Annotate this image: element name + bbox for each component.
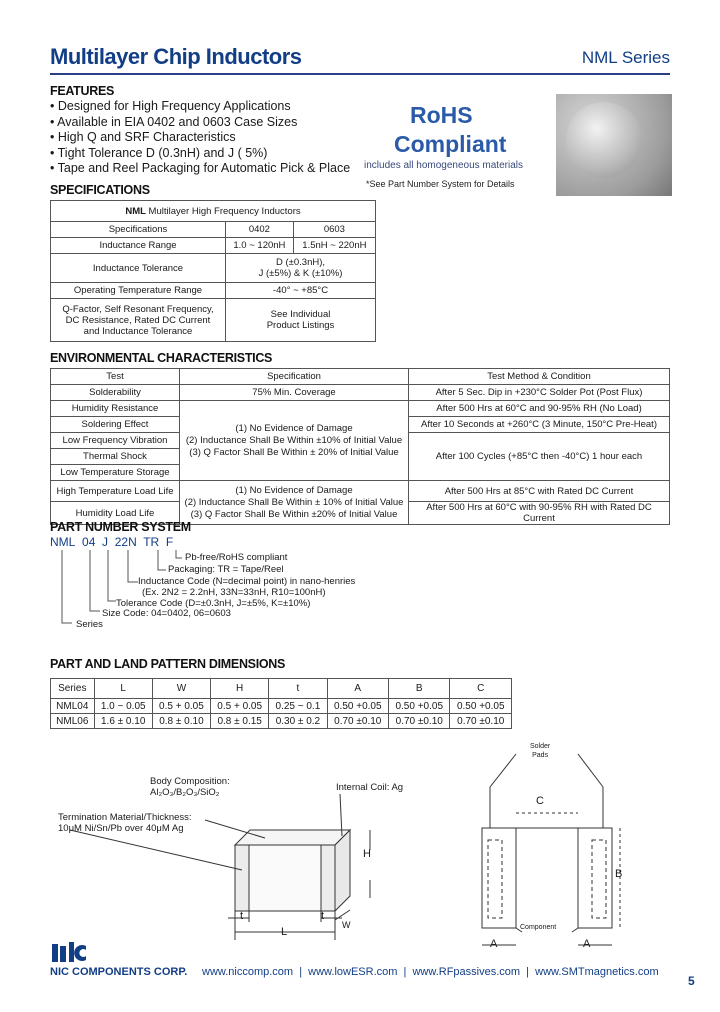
w-dimension-line <box>335 910 350 920</box>
pn-inductance: 22N <box>114 535 137 549</box>
spec-cell: 0402 <box>226 222 294 238</box>
features-heading: FEATURES <box>50 84 115 98</box>
dim-label-w: W <box>342 920 351 930</box>
env-method: After 5 Sec. Dip in +230°C Solder Pot (Post Flux) <box>409 385 670 401</box>
environmental-heading: ENVIRONMENTAL CHARACTERISTICS <box>50 351 273 365</box>
chip-termination-right <box>321 845 335 911</box>
env-test: Soldering Effect <box>51 417 180 433</box>
dim-header: W <box>152 679 210 699</box>
company-name: NIC COMPONENTS CORP. <box>50 966 188 978</box>
pn-packaging: TR <box>143 535 160 549</box>
coin-image <box>566 102 642 178</box>
spec-cell: Inductance Range <box>51 238 226 254</box>
spec-cell: Q-Factor, Self Resonant Frequency, DC Resistance, Rated DC Current and Inductance Tolerance <box>51 299 226 342</box>
chip-side-face <box>335 830 350 911</box>
spec-table-title: NML Multilayer High Frequency Inductors <box>51 201 376 222</box>
env-test: Thermal Shock <box>51 449 180 465</box>
dim-cell: 0.50 +0.05 <box>327 699 388 714</box>
dim-label-b: B <box>615 868 623 880</box>
rohs-title: RoHS <box>410 102 473 128</box>
header-rule <box>50 73 670 75</box>
spec-cell: 0603 <box>293 222 375 238</box>
spec-cell: Specifications <box>51 222 226 238</box>
land-pattern-diagram <box>460 740 640 955</box>
pad-right <box>578 828 612 928</box>
part-number-heading: PART NUMBER SYSTEM <box>50 520 191 534</box>
env-method: After 100 Cycles (+85°C then -40°C) 1 hour each <box>409 433 670 481</box>
nic-logo <box>50 936 98 964</box>
dim-label-t-left: t <box>240 910 244 922</box>
pn-label: (Ex. 2N2 = 2.2nH, 33N=33nH, R10=100nH) <box>142 587 326 598</box>
dim-cell: 0.50 +0.05 <box>450 699 512 714</box>
spec-cell: -40° ~ +85°C <box>226 283 376 299</box>
dim-label-a-left: A <box>490 938 498 950</box>
dim-cell: 0.30 ± 0.2 <box>269 714 327 729</box>
spec-cell: 1.5nH ~ 220nH <box>293 238 375 254</box>
dim-header: H <box>211 679 269 699</box>
chip-diagram <box>50 790 390 950</box>
termination-leader-line <box>70 830 242 870</box>
component-outline-left <box>488 840 502 918</box>
environmental-table <box>50 368 670 525</box>
pn-label: Inductance Code (N=decimal point) in nano-henries <box>138 576 356 587</box>
pn-label: Series <box>76 619 103 630</box>
chip-top-face <box>235 830 350 845</box>
dim-cell: NML04 <box>51 699 95 714</box>
env-test: Low Frequency Vibration <box>51 433 180 449</box>
dim-header: L <box>94 679 152 699</box>
pad-left <box>482 828 516 928</box>
env-method: After 500 Hrs at 60°C and 90-95% RH (No Load) <box>409 401 670 417</box>
spec-cell: Operating Temperature Range <box>51 283 226 299</box>
env-test: High Temperature Load Life <box>51 481 180 502</box>
env-method: After 500 Hrs at 85°C with Rated DC Current <box>409 481 670 502</box>
feature-item: • Available in EIA 0402 and 0603 Case Sizes <box>50 114 298 129</box>
dim-cell: 0.25 ~ 0.1 <box>269 699 327 714</box>
rohs-note: *See Part Number System for Details <box>366 179 515 189</box>
chip-front-face <box>235 845 335 911</box>
page-title: Multilayer Chip Inductors <box>50 44 302 69</box>
dim-label-a-right: A <box>583 938 591 950</box>
dim-label-h: H <box>363 848 371 860</box>
body-leader-line <box>205 820 265 838</box>
pn-label: Packaging: TR = Tape/Reel <box>168 564 284 575</box>
dim-header: C <box>450 679 512 699</box>
specifications-heading: SPECIFICATIONS <box>50 183 150 197</box>
dim-cell: NML06 <box>51 714 95 729</box>
body-composition-label: Body Composition: <box>150 776 230 787</box>
internal-coil-label: Internal Coil: Ag <box>336 782 404 793</box>
spec-cell: D (±0.3nH), J (±5%) & K (±10%) <box>226 254 376 283</box>
termination-label: Termination Material/Thickness: <box>58 812 192 823</box>
dim-cell: 0.5 + 0.05 <box>152 699 210 714</box>
feature-item: • Tape and Reel Packaging for Automatic Pick & Place <box>50 161 351 176</box>
solder-pads-label: Solder Pads <box>530 743 551 759</box>
env-spec: (1) No Evidence of Damage (2) Inductance Shall Be Within ± 10% of Initial Value (3) Q Factor Shall Be Within ±20% of Initial Value <box>180 481 409 525</box>
env-test: Humidity Resistance <box>51 401 180 417</box>
feature-item: • High Q and SRF Characteristics <box>50 130 236 145</box>
pn-size: 04 <box>82 535 96 549</box>
footer-links[interactable]: www.niccomp.com | www.lowESR.com | www.RFpassives.com | www.SMTmagnetics.com <box>202 966 659 978</box>
env-method: After 10 Seconds at +260°C (3 Minute, 150°C Pre-Heat) <box>409 417 670 433</box>
body-composition-material: Al₂O₃/B₂O₃/SiO₂ <box>150 787 220 798</box>
env-test: Humidity Load Life <box>51 502 180 525</box>
series-label: NML Series <box>581 48 670 67</box>
dim-cell: 0.8 ± 0.10 <box>152 714 210 729</box>
dim-header: A <box>327 679 388 699</box>
env-test: Low Temperature Storage <box>51 465 180 481</box>
env-spec: (1) No Evidence of Damage (2) Inductance Shall Be Within ±10% of Initial Value (3) Q Factor Shall Be Within ± 20% of Initial Value <box>180 401 409 481</box>
dim-cell: 1.0 ~ 0.05 <box>94 699 152 714</box>
dim-header: B <box>389 679 450 699</box>
dim-cell: 1.6 ± 0.10 <box>94 714 152 729</box>
rohs-compliant: Compliant <box>394 131 507 157</box>
dim-cell: 0.50 +0.05 <box>389 699 450 714</box>
env-test: Solderability <box>51 385 180 401</box>
dim-cell: 0.70 ±0.10 <box>389 714 450 729</box>
termination-thickness: 10μM Ni/Sn/Pb over 40μM Ag <box>58 823 184 834</box>
pn-label: Size Code: 04=0402, 06=0603 <box>102 608 231 619</box>
env-header: Specification <box>180 369 409 385</box>
pn-label: Pb-free/RoHS compliant <box>185 552 288 563</box>
dim-cell: 0.70 ±0.10 <box>327 714 388 729</box>
dim-header: Series <box>51 679 95 699</box>
dimensions-table <box>50 678 512 729</box>
dim-cell: 0.70 ±0.10 <box>450 714 512 729</box>
chip-termination-left <box>235 845 249 911</box>
feature-item: • Designed for High Frequency Applications <box>50 99 291 113</box>
pn-rohs: F <box>165 535 174 549</box>
env-header: Test <box>51 369 180 385</box>
pn-series: NML <box>50 535 76 549</box>
part-number-code <box>50 535 173 549</box>
dim-label-c: C <box>536 795 544 807</box>
dim-header: t <box>269 679 327 699</box>
dimensions-heading: PART AND LAND PATTERN DIMENSIONS <box>50 657 286 671</box>
component-outline-right <box>592 840 606 918</box>
spec-cell: Inductance Tolerance <box>51 254 226 283</box>
feature-item: • Tight Tolerance D (0.3nH) and J ( 5%) <box>50 145 268 160</box>
specifications-table <box>50 200 376 342</box>
component-label: Component <box>520 924 557 931</box>
pn-tolerance: J <box>102 535 109 549</box>
env-method: After 500 Hrs at 60°C with 90-95% RH with Rated DC Current <box>409 502 670 525</box>
env-header: Test Method & Condition <box>409 369 670 385</box>
features-list <box>50 99 350 177</box>
pn-label: Tolerance Code (D=±0.3nH, J=±5%, K=±10%) <box>116 598 311 609</box>
land-outline <box>490 787 603 828</box>
dim-cell: 0.8 ± 0.15 <box>211 714 269 729</box>
spec-cell: See Individual Product Listings <box>226 299 376 342</box>
spec-cell: 1.0 ~ 120nH <box>226 238 294 254</box>
page-number: 5 <box>688 974 695 988</box>
dim-label-l: L <box>281 926 288 938</box>
env-spec: 75% Min. Coverage <box>180 385 409 401</box>
dim-cell: 0.5 + 0.05 <box>211 699 269 714</box>
dim-label-t-right: t <box>321 910 325 922</box>
rohs-subtitle: includes all homogeneous materials <box>364 160 523 171</box>
